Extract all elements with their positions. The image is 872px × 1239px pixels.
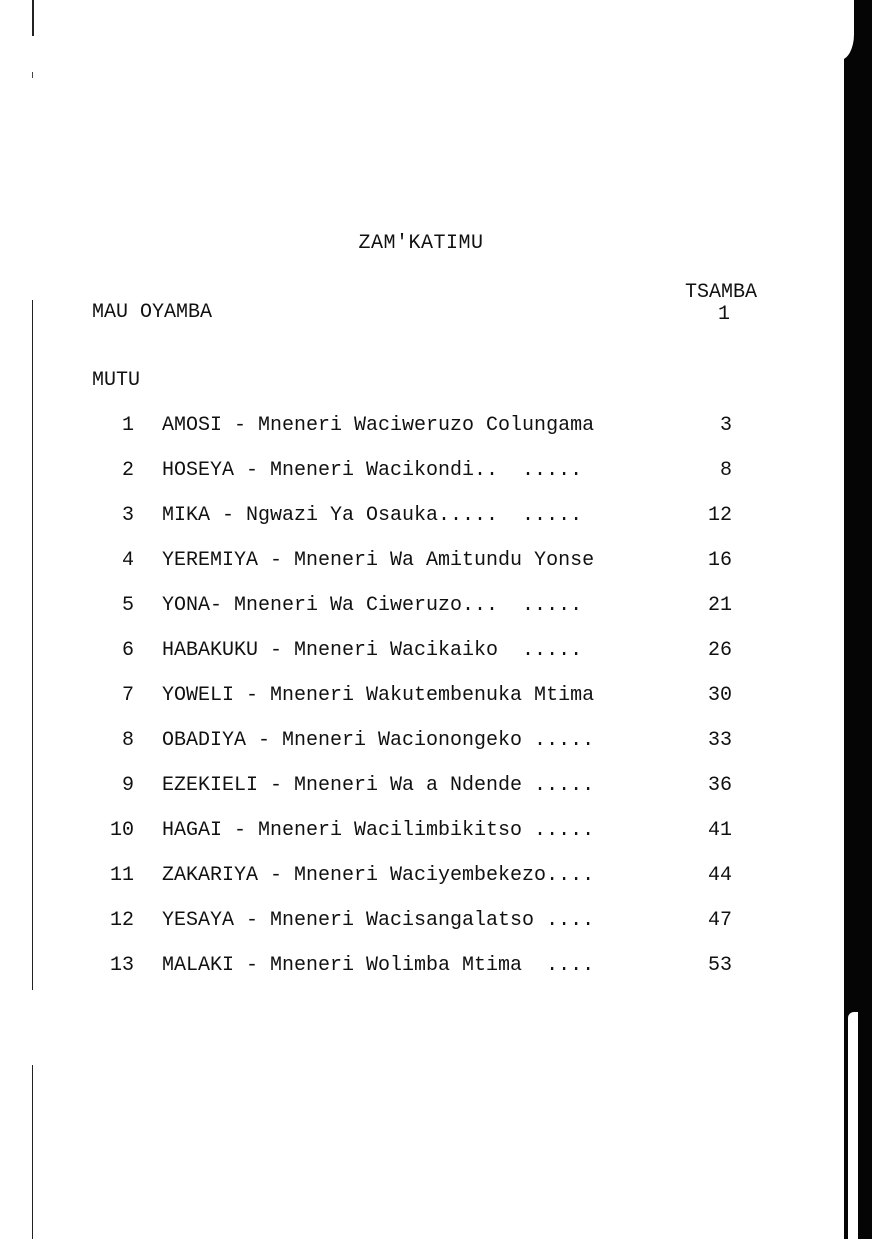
toc-entry-page: 26 [707,639,732,662]
toc-entry-title: EZEKIELI - Mneneri Wa a Ndende ..... [162,774,595,797]
toc-entry-number: 13 [109,954,134,977]
section-label: MUTU [92,369,141,392]
toc-entry [0,414,842,459]
toc-entry-number: 2 [121,459,134,482]
toc-entry-number: 6 [121,639,134,662]
toc-entry-page: 41 [707,819,732,842]
toc-entry-page: 21 [707,594,732,617]
toc-entry-title: YESAYA - Mneneri Wacisangalatso .... [162,909,595,932]
toc-entry-title: ZAKARIYA - Mneneri Waciyembekezo.... [162,864,595,887]
toc-entry [0,549,842,594]
toc-entry-number: 10 [109,819,134,842]
toc-entry-page: 53 [707,954,732,977]
toc-entry-title: YONA- Mneneri Wa Ciweruzo... ..... [162,594,583,617]
toc-entry-number: 3 [121,504,134,527]
toc-entry-page: 16 [707,549,732,572]
toc-entry-title: HABAKUKU - Mneneri Wacikaiko ..... [162,639,583,662]
toc-entry [0,594,842,639]
page-column-header: TSAMBA [684,281,757,304]
toc-entry [0,684,842,729]
toc-entry-number: 5 [121,594,134,617]
toc-entry-number: 9 [121,774,134,797]
toc-entry [0,819,842,864]
toc-entry-title: MALAKI - Mneneri Wolimba Mtima .... [162,954,595,977]
toc-entry-page: 47 [707,909,732,932]
toc-entry [0,459,842,504]
page-title: ZAM'KATIMU [358,232,484,255]
toc-entry-title: AMOSI - Mneneri Waciweruzo Colungama [162,414,595,437]
toc-entry-number: 12 [109,909,134,932]
scan-mark [32,72,33,78]
toc-entry-page: 3 [719,414,732,437]
toc-list [0,414,842,999]
toc-entry-number: 11 [109,864,134,887]
toc-entry-title: OBADIYA - Mneneri Wacionongeko ..... [162,729,595,752]
toc-entry-title: YEREMIYA - Mneneri Wa Amitundu Yonse [162,549,595,572]
toc-entry-page: 8 [719,459,732,482]
toc-entry-page: 30 [707,684,732,707]
intro-label: MAU OYAMBA [92,301,213,324]
toc-entry [0,864,842,909]
toc-entry [0,909,842,954]
toc-entry-page: 36 [707,774,732,797]
toc-entry-number: 4 [121,549,134,572]
toc-entry-page: 44 [707,864,732,887]
scan-edge-notch [848,1012,858,1239]
toc-entry-title: MIKA - Ngwazi Ya Osauka..... ..... [162,504,583,527]
scan-margin-line [32,1065,33,1239]
toc-entry [0,774,842,819]
toc-entry [0,504,842,549]
toc-entry-number: 8 [121,729,134,752]
toc-entry-title: YOWELI - Mneneri Wakutembenuka Mtima [162,684,595,707]
toc-entry-number: 1 [121,414,134,437]
scan-margin-line [32,0,34,36]
toc-entry-title: HOSEYA - Mneneri Wacikondi.. ..... [162,459,583,482]
toc-entry-title: HAGAI - Mneneri Wacilimbikitso ..... [162,819,595,842]
toc-entry [0,954,842,999]
toc-entry-number: 7 [121,684,134,707]
toc-entry-page: 33 [707,729,732,752]
toc-entry [0,729,842,774]
intro-page-number: 1 [717,303,730,326]
toc-entry-page: 12 [707,504,732,527]
toc-entry [0,639,842,684]
